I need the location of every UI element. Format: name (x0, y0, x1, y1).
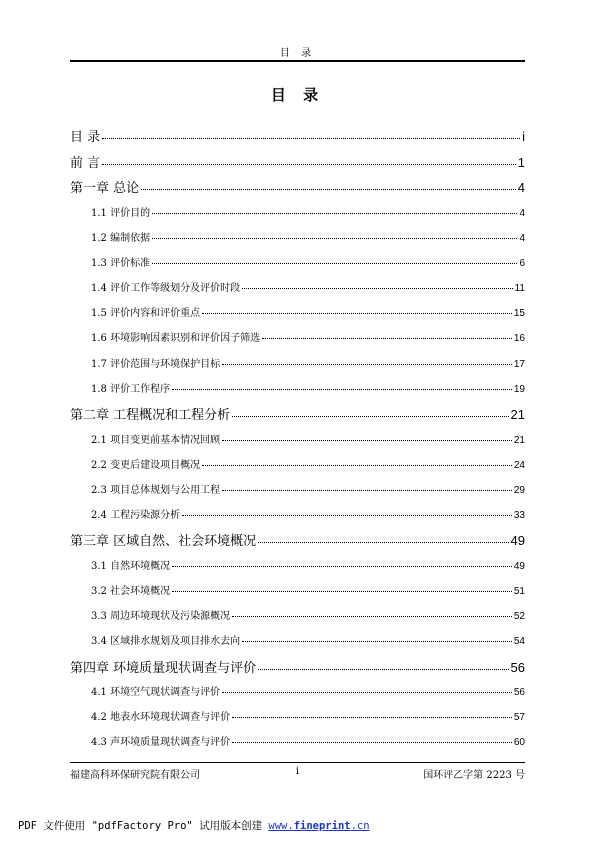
toc-entry-page-number: 51 (513, 585, 525, 597)
toc-entry-page-number: i (522, 129, 525, 144)
toc-entry-label: 1.4 评价工作等级划分及评价时段 (91, 283, 241, 295)
toc-dot-leader (152, 238, 517, 239)
toc-dot-leader (222, 692, 512, 693)
toc-dot-leader (102, 138, 520, 139)
toc-dot-leader (172, 389, 512, 390)
toc-entry-label: 3.3 周边环境现状及污染源概况 (91, 611, 231, 623)
toc-entry-label: 2.2 变更后建设项目概况 (91, 459, 201, 471)
toc-section-entry[interactable] (70, 226, 525, 251)
toc-section-entry[interactable] (70, 579, 525, 604)
toc-entry-page-number: 60 (513, 737, 525, 749)
toc-section-entry[interactable] (70, 301, 525, 326)
toc-entry-page-number: 57 (513, 712, 525, 724)
toc-section-entry[interactable] (70, 604, 525, 629)
toc-chapter-entry[interactable] (70, 402, 525, 428)
toc-section-entry[interactable] (70, 377, 525, 402)
toc-chapter-entry[interactable] (70, 124, 525, 150)
toc-entry-page-number: 4 (519, 207, 525, 219)
toc-entry-label: 2.1 项目变更前基本情况回顾 (91, 434, 221, 446)
toc-entry-label: 3.4 区域排水规划及项目排水去向 (91, 636, 241, 648)
page-footer (70, 766, 525, 781)
header-rule (70, 60, 525, 62)
toc-entry-label: 第一章 总论 (70, 181, 140, 196)
toc-dot-leader (152, 213, 517, 214)
toc-entry-label: 1.7 评价范围与环境保护目标 (91, 358, 221, 370)
toc-entry-label: 4.3 声环境质量现状调查与评价 (91, 737, 231, 749)
toc-entry-page-number: 56 (513, 687, 525, 698)
toc-section-entry[interactable] (70, 705, 525, 730)
toc-dot-leader (258, 669, 508, 670)
toc-section-entry[interactable] (70, 201, 525, 226)
toc-dot-leader (262, 338, 512, 339)
toc-dot-leader (222, 364, 512, 365)
toc-section-entry[interactable] (70, 276, 525, 301)
toc-dot-leader (242, 641, 512, 642)
fineprint-link[interactable] (268, 820, 369, 832)
toc-entry-page-number: 6 (519, 257, 525, 269)
toc-entry-page-number: 19 (513, 383, 525, 395)
toc-dot-leader (172, 591, 512, 592)
toc-entry-page-number: 21 (513, 434, 525, 446)
toc-chapter-entry[interactable] (70, 655, 525, 681)
toc-entry-label: 第三章 区域自然、社会环境概况 (70, 534, 257, 550)
toc-entry-label: 1.6 环境影响因素识别和评价因子筛选 (91, 333, 261, 345)
toc-dot-leader (141, 189, 516, 190)
toc-entry-page-number: 4 (517, 180, 525, 195)
toc-entry-label: 4.2 地表水环境现状调查与评价 (91, 712, 231, 724)
toc-entry-page-number: 1 (517, 154, 525, 170)
toc-dot-leader (232, 717, 512, 718)
link-brand: fineprint (293, 820, 351, 832)
toc-entry-page-number: 54 (513, 636, 525, 648)
toc-entry-label: 2.3 项目总体规划与公用工程 (91, 484, 221, 496)
toc-entry-page-number: 21 (510, 407, 525, 422)
toc-entry-page-number: 24 (513, 459, 525, 471)
toc-section-entry[interactable] (70, 453, 525, 478)
pdf-note-text: PDF 文件使用 "pdfFactory Pro" 试用版本创建 (18, 820, 269, 832)
toc-entry-label: 4.1 环境空气现状调查与评价 (91, 687, 221, 698)
toc-entry-label: 1.1 评价目的 (91, 207, 151, 219)
toc-section-entry[interactable] (70, 503, 525, 528)
toc-dot-leader (172, 566, 512, 567)
toc-entry-page-number: 16 (513, 333, 525, 345)
footer-page-number: i (295, 766, 300, 777)
toc-section-entry[interactable] (70, 554, 525, 579)
toc-chapter-entry[interactable] (70, 150, 525, 176)
toc-entry-label: 前 言 (70, 155, 101, 171)
toc-entry-label: 1.2 编制依据 (91, 232, 151, 244)
toc-dot-leader (182, 515, 512, 516)
toc-entry-page-number: 11 (514, 283, 525, 295)
page-title: 目 录 (270, 86, 325, 104)
toc-entry-label: 第四章 环境质量现状调查与评价 (70, 660, 257, 676)
toc-entry-page-number: 33 (513, 510, 525, 522)
toc-dot-leader (232, 416, 508, 417)
toc-entry-label: 第二章 工程概况和工程分析 (70, 408, 231, 423)
link-suffix: .cn (350, 820, 370, 832)
toc-dot-leader (242, 288, 513, 289)
toc-dot-leader (222, 440, 512, 441)
toc-section-entry[interactable] (70, 478, 525, 503)
footer-license-number: 国环评乙字第 2223 号 (423, 770, 525, 781)
toc-entry-label: 3.1 自然环境概况 (91, 560, 171, 572)
toc-entry-page-number: 29 (513, 484, 525, 496)
table-of-contents (70, 124, 525, 756)
toc-entry-page-number: 56 (510, 659, 525, 675)
link-prefix: www. (268, 820, 294, 832)
pdf-creator-note (18, 818, 370, 833)
toc-dot-leader (202, 465, 512, 466)
toc-section-entry[interactable] (70, 428, 525, 453)
toc-section-entry[interactable] (70, 352, 525, 377)
toc-dot-leader (202, 313, 512, 314)
toc-entry-label: 2.4 工程污染源分析 (91, 510, 181, 522)
toc-entry-page-number: 17 (513, 358, 525, 370)
toc-dot-leader (222, 490, 512, 491)
toc-section-entry[interactable] (70, 629, 525, 654)
toc-entry-page-number: 49 (510, 533, 525, 549)
toc-entry-label: 3.2 社会环境概况 (91, 585, 171, 597)
toc-chapter-entry[interactable] (70, 528, 525, 554)
toc-dot-leader (102, 164, 516, 165)
toc-section-entry[interactable] (70, 730, 525, 755)
toc-dot-leader (258, 542, 508, 543)
footer-rule (70, 762, 525, 763)
running-header: 目 录 (279, 48, 316, 59)
toc-chapter-entry[interactable] (70, 175, 525, 201)
toc-entry-page-number: 49 (513, 560, 525, 572)
toc-entry-label: 1.8 评价工作程序 (91, 383, 171, 395)
toc-dot-leader (232, 742, 512, 743)
toc-section-entry[interactable] (70, 251, 525, 276)
footer-organization: 福建高科环保研究院有限公司 (70, 770, 200, 781)
toc-section-entry[interactable] (70, 326, 525, 351)
toc-entry-page-number: 52 (513, 611, 525, 623)
toc-entry-label: 1.5 评价内容和评价重点 (91, 308, 201, 320)
toc-entry-label: 目 录 (70, 130, 101, 145)
toc-entry-label: 1.3 评价标准 (91, 257, 151, 269)
toc-entry-page-number: 4 (519, 232, 525, 244)
toc-dot-leader (152, 263, 517, 264)
toc-section-entry[interactable] (70, 680, 525, 705)
toc-entry-page-number: 15 (513, 308, 525, 320)
toc-dot-leader (232, 616, 512, 617)
